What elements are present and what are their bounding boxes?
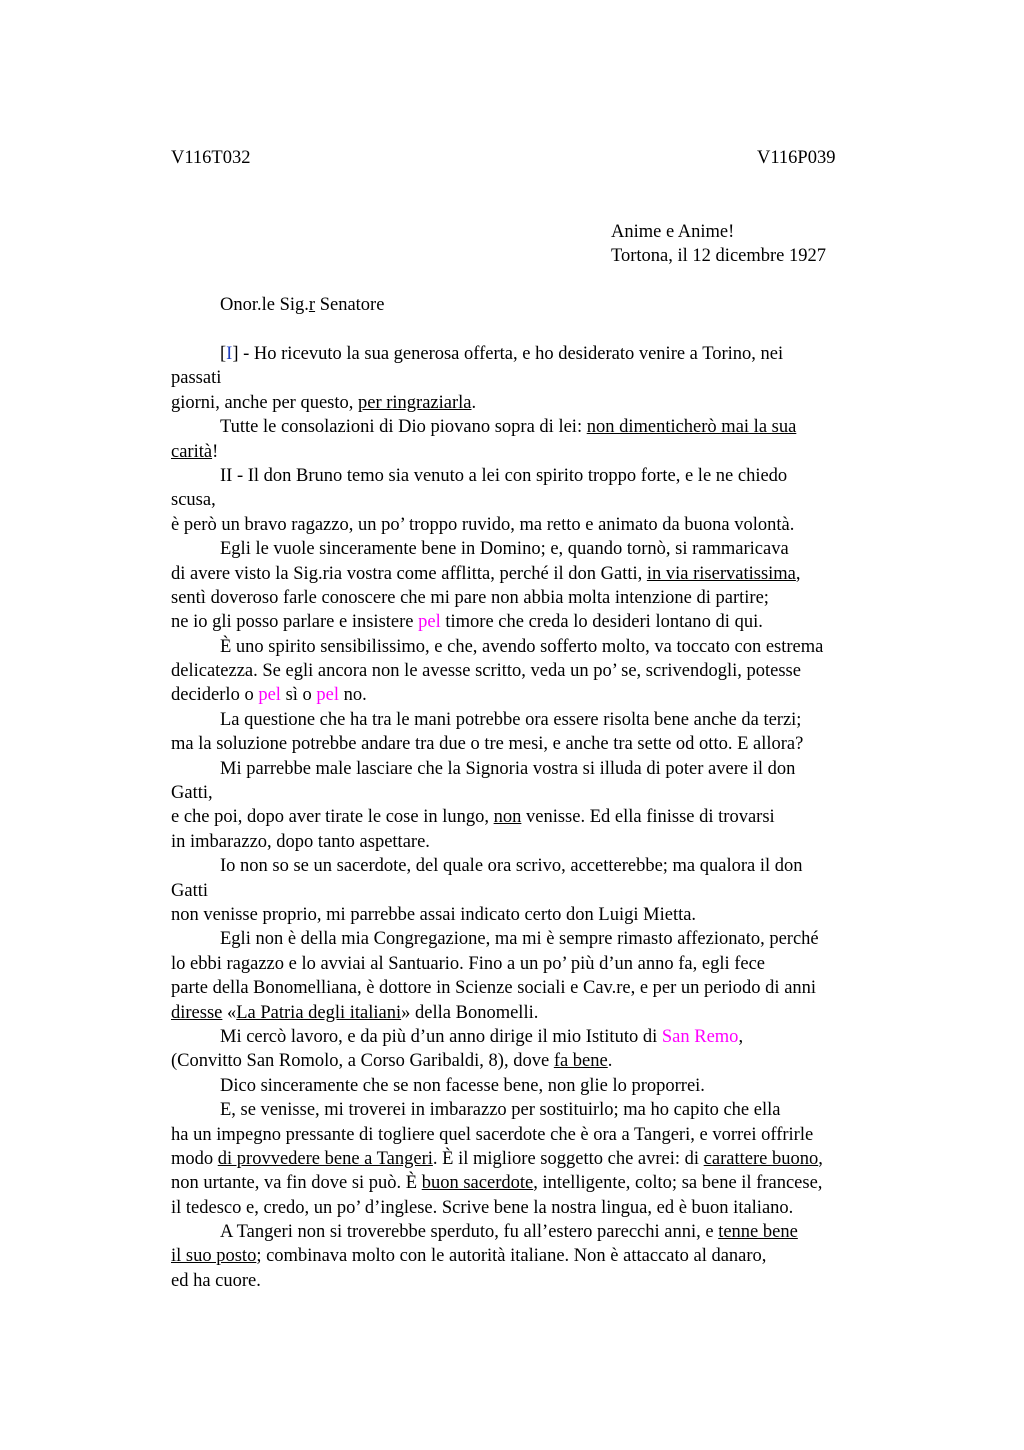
section-numeral: I bbox=[226, 344, 233, 364]
highlighted-word: San Remo bbox=[661, 1026, 739, 1047]
body-line: il tedesco e, credo, un po’ d’inglese. Scrive bene la nostra lingua, ed è buon italiano. bbox=[171, 1197, 794, 1218]
highlighted-word: pel bbox=[418, 612, 441, 633]
body-line: Mi cercò lavoro, e da più d’un anno dirige il mio Istituto di San Remo, bbox=[220, 1026, 744, 1047]
body-line: in imbarazzo, dopo tanto aspettare. bbox=[171, 831, 430, 852]
underlined-phrase: carattere buono bbox=[703, 1148, 819, 1169]
body-line: La questione che ha tra le mani potrebbe ora essere risolta bene anche da terzi; bbox=[220, 709, 802, 730]
body-line: [I] - Ho ricevuto la sua generosa offerta, e ho desiderato venire a Torino, nei bbox=[220, 344, 784, 364]
body-line: deciderlo o pel sì o pel no. bbox=[171, 685, 367, 706]
body-line: ha un impegno pressante di togliere quel sacerdote che è ora a Tangeri, e vorrei offrirle bbox=[171, 1124, 814, 1145]
highlighted-word: pel bbox=[316, 685, 340, 706]
body-line: delicatezza. Se egli ancora non le avesse scritto, veda un po’ se, scrivendogli, potesse bbox=[171, 661, 801, 682]
body-line: ed ha cuore. bbox=[171, 1270, 261, 1291]
body-line: non urtante, va fin dove si può. È buon sacerdote, intelligente, colto; sa bene il francese, bbox=[171, 1173, 823, 1194]
underlined-phrase: diresse bbox=[171, 1002, 223, 1023]
body-line: è però un bravo ragazzo, un po’ troppo ruvido, ma retto e animato da buona volontà. bbox=[171, 514, 795, 535]
document-code-left: V116T032 bbox=[171, 148, 251, 168]
body-line: Tutte le consolazioni di Dio piovano sopra di lei: non dimenticherò mai la sua bbox=[220, 417, 797, 438]
underlined-phrase: carità bbox=[171, 441, 213, 462]
underlined-phrase: buon sacerdote bbox=[421, 1173, 534, 1194]
body-line: E, se venisse, mi troverei in imbarazzo per sostituirlo; ma ho capito che ella bbox=[220, 1100, 781, 1121]
body-line: parte della Bonomelliana, è dottore in Scienze sociali e Cav.re, e per un periodo di anni bbox=[171, 978, 817, 999]
body-line: Dico sinceramente che se non facesse bene, non glie lo proporrei. bbox=[220, 1075, 705, 1096]
underlined-phrase: per ringraziarla bbox=[358, 392, 472, 413]
letter-body bbox=[171, 342, 911, 1293]
underlined-phrase: La Patria degli italiani bbox=[236, 1002, 402, 1023]
body-line: A Tangeri non si troverebbe sperduto, fu all’estero parecchi anni, e tenne bene bbox=[220, 1222, 798, 1243]
body-line: lo ebbi ragazzo e lo avviai al Santuario. Fino a un po’ più d’un anno fa, egli fece bbox=[171, 953, 766, 974]
body-line: Gatti bbox=[171, 880, 208, 901]
body-line: scusa, bbox=[171, 490, 216, 511]
underlined-phrase: non dimenticherò mai la sua bbox=[586, 417, 797, 438]
body-line: ma la soluzione potrebbe andare tra due o tre mesi, e anche tra sette od otto. E allora? bbox=[171, 734, 804, 755]
underlined-phrase: in via riservatissima bbox=[646, 563, 796, 584]
body-line: Egli le vuole sinceramente bene in Domino; e, quando tornò, si rammaricava bbox=[220, 539, 789, 560]
body-line: di avere visto la Sig.ria vostra come afflitta, perché il don Gatti, in via riservatissima, bbox=[171, 563, 801, 584]
underlined-phrase: fa bene bbox=[553, 1051, 608, 1072]
body-line: Io non so se un sacerdote, del quale ora scrivo, accetterebbe; ma qualora il don bbox=[220, 856, 803, 877]
body-line: non venisse proprio, mi parrebbe assai indicato certo don Luigi Mietta. bbox=[171, 904, 697, 925]
body-line: Egli non è della mia Congregazione, ma mi è sempre rimasto affezionato, perché bbox=[220, 929, 819, 950]
body-line: ne io gli posso parlare e insistere pel timore che creda lo desideri lontano di qui. bbox=[171, 612, 763, 633]
body-line: diresse «La Patria degli italiani» della Bonomelli. bbox=[171, 1002, 539, 1023]
body-line: passati bbox=[171, 368, 222, 389]
salutation: Onor.le Sig.r Senatore bbox=[220, 295, 385, 315]
letter-place-date: Tortona, il 12 dicembre 1927 bbox=[611, 246, 826, 267]
underlined-phrase: tenne bene bbox=[718, 1222, 798, 1243]
body-line: Mi parrebbe male lasciare che la Signoria vostra si illuda di poter avere il don bbox=[220, 758, 796, 779]
salutation-abbrev: r bbox=[308, 295, 316, 315]
document-code-right: V116P039 bbox=[757, 148, 836, 168]
body-line: II - Il don Bruno temo sia venuto a lei con spirito troppo forte, e le ne chiedo bbox=[220, 465, 788, 486]
body-line: Gatti, bbox=[171, 783, 213, 804]
underlined-phrase: non bbox=[493, 807, 522, 828]
highlighted-word: pel bbox=[258, 685, 281, 706]
letter-title: Anime e Anime! bbox=[611, 222, 735, 242]
body-line: giorni, anche per questo, per ringraziarla. bbox=[171, 392, 477, 413]
body-line: carità! bbox=[171, 441, 219, 462]
body-line: il suo posto; combinava molto con le autorità italiane. Non è attaccato al danaro, bbox=[171, 1246, 767, 1267]
letter-heading bbox=[611, 220, 826, 269]
body-line: (Convitto San Romolo, a Corso Garibaldi, 8), dove fa bene. bbox=[171, 1051, 613, 1072]
body-line: modo di provvedere bene a Tangeri. È il migliore soggetto che avrei: di carattere buono, bbox=[171, 1148, 823, 1169]
body-line: È uno spirito sensibilissimo, e che, avendo sofferto molto, va toccato con estrema bbox=[220, 636, 824, 657]
body-line: e che poi, dopo aver tirate le cose in lungo, non venisse. Ed ella finisse di trovarsi bbox=[171, 807, 775, 828]
body-line: sentì doveroso farle conoscere che mi pare non abbia molta intenzione di partire; bbox=[171, 587, 769, 608]
underlined-phrase: di provvedere bene a Tangeri bbox=[217, 1148, 433, 1169]
underlined-phrase: il suo posto bbox=[171, 1246, 257, 1267]
